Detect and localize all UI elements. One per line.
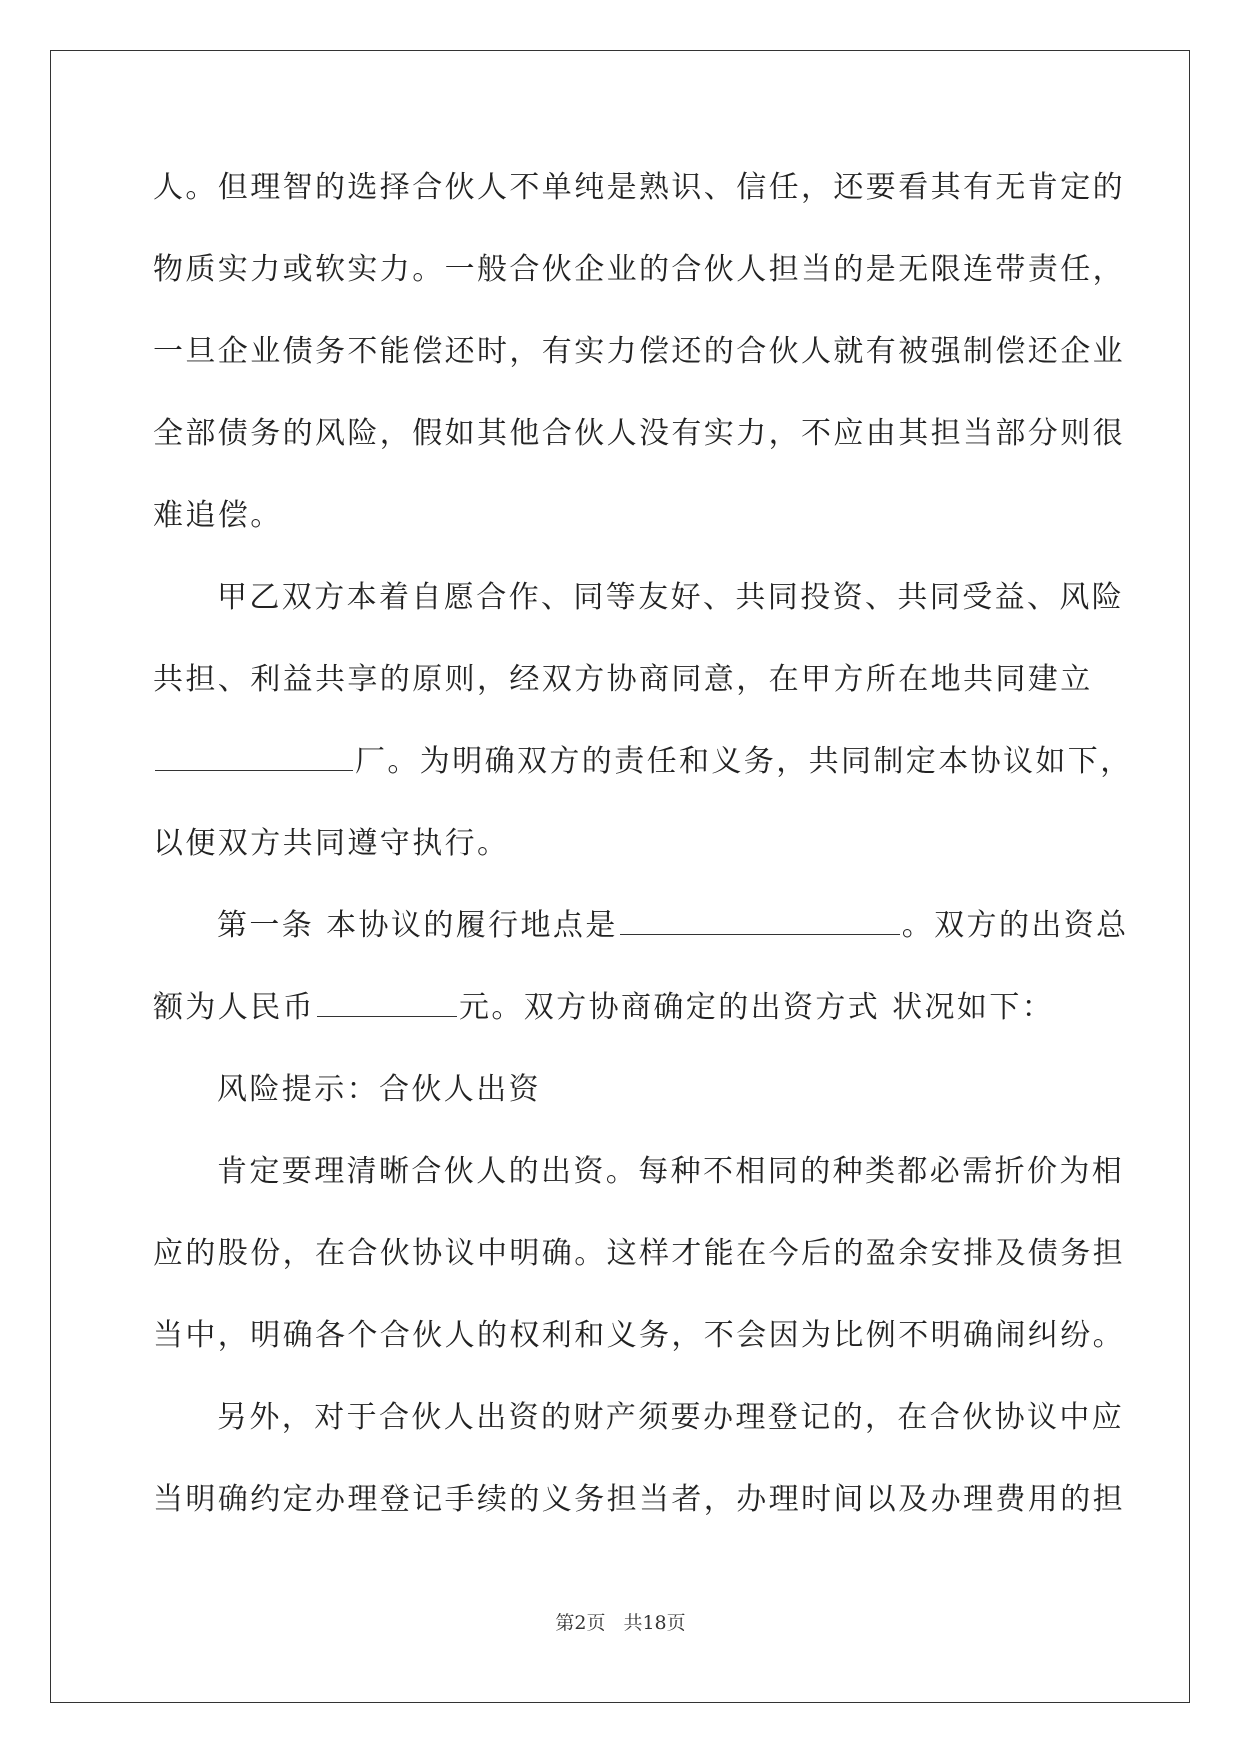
text-line: 一旦企业债务不能偿还时，有实力偿还的合伙人就有被强制偿还企业 [153, 334, 1125, 369]
text-fragment: 。双方的出资总 [901, 908, 1129, 943]
fill-in-blank [155, 740, 353, 771]
document-body [153, 160, 1133, 1554]
text-line: 人。但理智的选择合伙人不单纯是熟识、信任，还要看其有无肯定的 [153, 170, 1125, 205]
text-line: 全部债务的风险，假如其他合伙人没有实力，不应由其担当部分则很 [153, 416, 1125, 451]
text-line: 物质实力或软实力。一般合伙企业的合伙人担当的是无限连带责任， [153, 252, 1125, 287]
page-total: 共18页 [623, 1612, 686, 1634]
text-line: 应的股份，在合伙协议中明确。这样才能在今后的盈余安排及债务担 [153, 1236, 1125, 1271]
text-fragment: 元。双方协商确定的出资方式 状况如下： [459, 990, 1055, 1025]
page-number: 第2页 [555, 1612, 606, 1634]
fill-in-blank [317, 986, 457, 1017]
text-line: 甲乙双方本着自愿合作、同等友好、共同投资、共同受益、风险 [217, 580, 1125, 615]
text-line: 当明确约定办理登记手续的义务担当者，办理时间以及办理费用的担 [153, 1482, 1125, 1517]
text-line-with-blank [153, 898, 1129, 980]
text-line-with-blank [153, 980, 1089, 1062]
text-line: 风险提示：合伙人出资 [217, 1072, 541, 1107]
text-fragment: 额为人民币 [153, 990, 315, 1025]
fill-in-blank [620, 904, 900, 935]
text-line: 肯定要理清晰合伙人的出资。每种不相同的种类都必需折价为相 [217, 1154, 1125, 1189]
text-line: 当中，明确各个合伙人的权利和义务，不会因为比例不明确闹纠纷。 [153, 1318, 1125, 1353]
text-line: 另外，对于合伙人出资的财产须要办理登记的，在合伙协议中应 [217, 1400, 1125, 1435]
page-footer [0, 1608, 1241, 1635]
text-line: 以便双方共同遵守执行。 [153, 826, 510, 861]
text-line: 难追偿。 [153, 498, 283, 533]
text-line-with-blank [153, 734, 1133, 816]
text-fragment: 第一条 本协议的履行地点是 [217, 908, 618, 943]
text-fragment: 厂。为明确双方的责任和义务，共同制定本协议如下， [355, 744, 1133, 779]
text-line: 共担、利益共享的原则，经双方协商同意，在甲方所在地共同建立 [153, 662, 1093, 697]
